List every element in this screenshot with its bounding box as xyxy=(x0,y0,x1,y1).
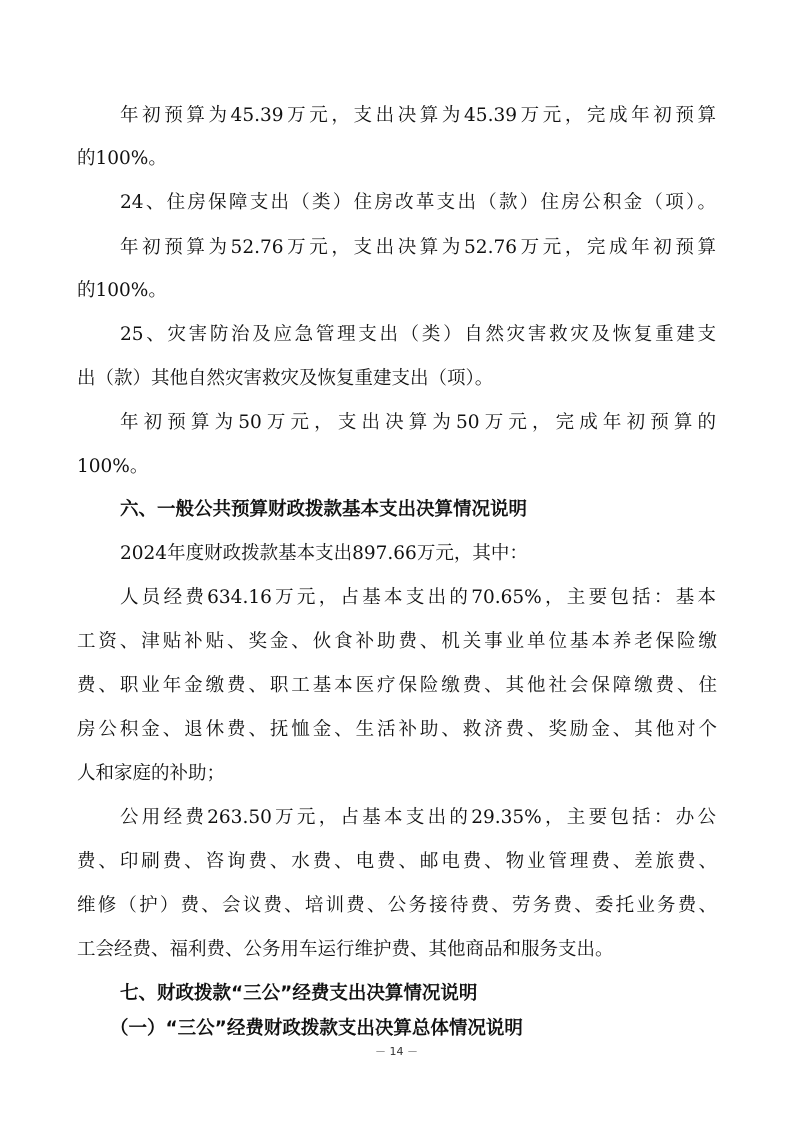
paragraph-line: 费、印刷费、咨询费、水费、电费、邮电费、物业管理费、差旅费、 xyxy=(77,851,717,872)
paragraph-line: 公用经费263.50万元，占基本支出的29.35%，主要包括：办公 xyxy=(120,807,716,828)
paragraph-line: 人员经费634.16万元，占基本支出的70.65%，主要包括：基本 xyxy=(120,587,716,608)
paragraph-line: 2024年度财政拨款基本支出897.66万元，其中： xyxy=(120,543,528,564)
paragraph-line: 25、灾害防治及应急管理支出（类）自然灾害救灾及恢复重建支 xyxy=(120,324,716,345)
paragraph-line: 年初预算为52.76万元，支出决算为52.76万元，完成年初预算 xyxy=(120,237,716,258)
paragraph-line: 房公积金、退休费、抚恤金、生活补助、救济费、奖励金、其他对个 xyxy=(77,719,717,740)
paragraph-line: 100%。 xyxy=(77,456,149,477)
section-heading-7: 七、财政拨款“三公”经费支出决算情况说明 xyxy=(120,983,478,1004)
paragraph-line: 的100%。 xyxy=(77,280,167,301)
paragraph-line: 的100%。 xyxy=(77,148,167,169)
paragraph-line: 工会经费、福利费、公务用车运行维护费、其他商品和服务支出。 xyxy=(77,939,614,960)
paragraph-line: 工资、津贴补贴、奖金、伙食补助费、机关事业单位基本养老保险缴 xyxy=(77,631,717,652)
paragraph-line: 年初预算为50万元，支出决算为50万元，完成年初预算的 xyxy=(120,412,716,433)
page-number: － 14 － xyxy=(375,1045,418,1058)
paragraph-line: 费、职业年金缴费、职工基本医疗保险缴费、其他社会保障缴费、住 xyxy=(77,675,717,696)
subsection-heading-1: （一）“三公”经费财政拨款支出决算总体情况说明 xyxy=(110,1018,523,1039)
paragraph-line: 出（款）其他自然灾害救灾及恢复重建支出（项）。 xyxy=(77,368,494,389)
paragraph-line: 人和家庭的补助； xyxy=(77,763,226,784)
paragraph-line: 24、住房保障支出（类）住房改革支出（款）住房公积金（项）。 xyxy=(120,192,716,213)
paragraph-line: 年初预算为45.39万元，支出决算为45.39万元，完成年初预算 xyxy=(120,105,716,126)
section-heading-6: 六、一般公共预算财政拨款基本支出决算情况说明 xyxy=(120,499,528,520)
paragraph-line: 维修（护）费、会议费、培训费、公务接待费、劳务费、委托业务费、 xyxy=(77,895,717,916)
